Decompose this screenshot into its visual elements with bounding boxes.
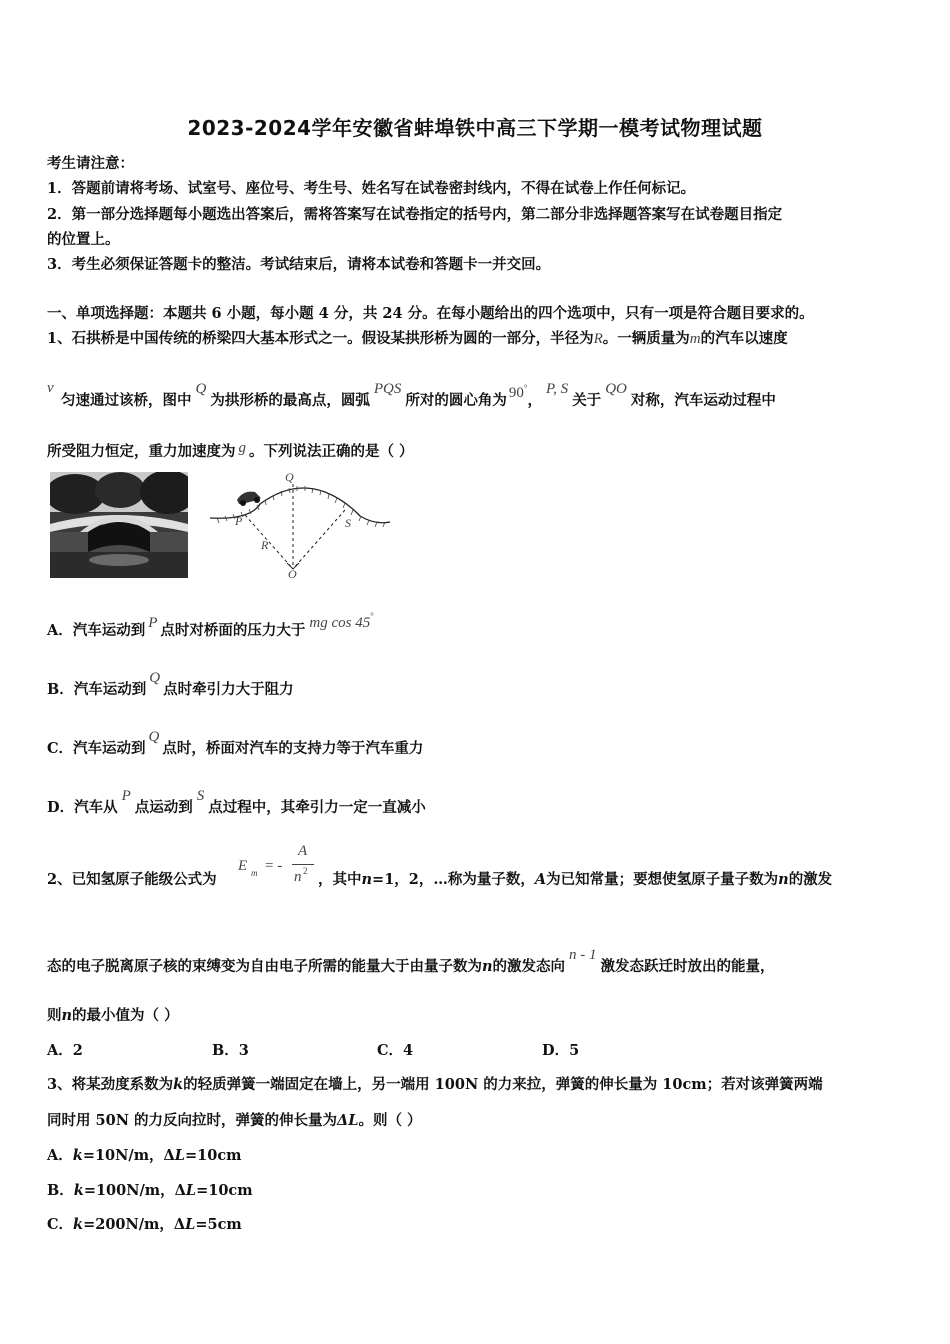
q1-option-d[interactable] bbox=[47, 788, 426, 817]
symbol-S: S bbox=[196, 788, 205, 804]
q1-text: 匀速通过该桥，图中 bbox=[61, 392, 192, 409]
q1-text: 对称，汽车运动过程中 bbox=[630, 392, 776, 409]
degree-sign: ° bbox=[370, 611, 374, 621]
symbol-k: k bbox=[72, 1147, 83, 1164]
option-text: 点时，桥面对汽车的支持力等于汽车重力 bbox=[162, 740, 424, 757]
q2-option-b[interactable]: B．3 bbox=[212, 1042, 249, 1059]
q1-text: 为拱形桥的最高点，圆弧 bbox=[210, 392, 370, 409]
formula-E: E bbox=[238, 858, 248, 874]
symbol-L: L bbox=[174, 1147, 185, 1164]
label-S: S bbox=[345, 516, 351, 530]
symbol-P: P bbox=[148, 615, 158, 631]
expr-n-minus-1: n - 1 bbox=[569, 947, 597, 963]
notice-item-1: 1．答题前请将考场、试室号、座位号、考生号、姓名写在试卷密封线内，不得在试卷上作任何标记。 bbox=[47, 180, 696, 197]
option-text: 点时牵引力大于阻力 bbox=[163, 681, 294, 698]
section-heading: 一、单项选择题：本题共 6 小题，每小题 4 分，共 24 分。在每小题给出的四个选项中，只有一项是符合题目要求的。 bbox=[47, 305, 814, 322]
arch-bridge-diagram bbox=[205, 470, 395, 585]
option-text: C．汽车运动到 bbox=[47, 740, 146, 757]
notice-heading: 考生请注意： bbox=[47, 155, 134, 172]
q3-text: 。则（ ） bbox=[358, 1112, 422, 1129]
label-O: O bbox=[288, 567, 297, 581]
q2-text: 的激发 bbox=[788, 871, 833, 888]
fraction-bar bbox=[292, 864, 314, 865]
q3-line-1 bbox=[47, 1073, 823, 1094]
option-text: =100N/m，Δ bbox=[83, 1182, 186, 1199]
symbol-n: n bbox=[361, 871, 373, 888]
q3-line-2 bbox=[47, 1109, 422, 1130]
symbol-P: P bbox=[121, 788, 131, 804]
option-text: 点过程中，其牵引力一定一直减小 bbox=[208, 799, 426, 816]
symbol-n: n bbox=[61, 1007, 73, 1024]
q2-line-2 bbox=[47, 947, 775, 976]
degree-sign: ° bbox=[523, 383, 528, 393]
q1-option-b[interactable] bbox=[47, 670, 294, 699]
symbol-R: R bbox=[593, 331, 603, 347]
symbol-L: L bbox=[185, 1216, 196, 1233]
q1-line-3 bbox=[47, 440, 414, 461]
q2-text: 态的电子脱离原子核的束缚变为自由电子所需的能量大于由量子数为 bbox=[47, 958, 482, 975]
q1-text: ， bbox=[527, 392, 542, 409]
formula-equals: = - bbox=[265, 858, 283, 874]
option-letter: A． bbox=[47, 1147, 73, 1164]
q1-option-c[interactable] bbox=[47, 729, 424, 758]
q2-option-d[interactable]: D．5 bbox=[542, 1042, 580, 1059]
symbol-PQS: PQS bbox=[373, 381, 402, 397]
symbol-m: m bbox=[689, 331, 701, 347]
q2-text: 则 bbox=[47, 1007, 62, 1024]
option-letter: C． bbox=[47, 1216, 74, 1233]
stone-arch-bridge-photo bbox=[50, 472, 188, 578]
symbol-A: A bbox=[534, 871, 547, 888]
notice-item-3: 3．考生必须保证答题卡的整洁。考试结束后，请将本试卷和答题卡一并交回。 bbox=[47, 256, 551, 273]
option-text: =5cm bbox=[195, 1216, 242, 1233]
formula-subscript: m bbox=[251, 868, 258, 878]
label-Q: Q bbox=[285, 470, 294, 484]
q3-option-a[interactable] bbox=[47, 1144, 242, 1165]
symbol-k: k bbox=[173, 1076, 184, 1093]
expr-mgcos45: mg cos 45 bbox=[309, 615, 371, 631]
option-text: =200N/m，Δ bbox=[83, 1216, 186, 1233]
label-P: P bbox=[235, 514, 243, 528]
q3-option-c[interactable] bbox=[47, 1213, 242, 1234]
q2-line-1-start: 2、已知氢原子能级公式为 bbox=[47, 871, 217, 888]
formula-exponent: 2 bbox=[303, 866, 308, 876]
formula-denominator: n bbox=[294, 869, 302, 885]
page-title: 2023-2024学年安徽省蚌埠铁中高三下学期一模考试物理试题 bbox=[187, 116, 763, 140]
angle-90: 90 bbox=[508, 385, 524, 401]
option-text: A．汽车运动到 bbox=[47, 622, 146, 639]
q2-text: 的最小值为（ ） bbox=[72, 1007, 179, 1024]
notice-item-2-cont: 的位置上。 bbox=[47, 231, 120, 248]
symbol-v: v bbox=[47, 380, 54, 396]
q2-line-3 bbox=[47, 1004, 179, 1025]
symbol-Q: Q bbox=[149, 670, 161, 686]
option-text: =10cm bbox=[196, 1182, 253, 1199]
option-text: =10N/m，Δ bbox=[82, 1147, 175, 1164]
q2-option-c[interactable]: C．4 bbox=[377, 1042, 414, 1059]
option-text: 点运动到 bbox=[134, 799, 193, 816]
symbol-g: g bbox=[238, 440, 246, 456]
symbol-QO: QO bbox=[605, 381, 627, 397]
symbol-k: k bbox=[73, 1216, 84, 1233]
symbol-L: L bbox=[185, 1182, 197, 1199]
q1-text: 。下列说法正确的是（ ） bbox=[249, 443, 414, 460]
symbol-n: n bbox=[482, 958, 493, 975]
q2-line-1-rest bbox=[318, 868, 832, 889]
q3-text: 同时用 50N 的力反向拉时，弹簧的伸长量为 bbox=[47, 1112, 338, 1129]
q2-text: 激发态跃迁时放出的能量， bbox=[600, 958, 775, 975]
symbol-k: k bbox=[73, 1182, 84, 1199]
q1-option-a[interactable] bbox=[47, 611, 374, 640]
q2-text: 的激发态向 bbox=[492, 958, 566, 975]
q1-text: 关于 bbox=[572, 392, 602, 409]
option-text: 点时对桥面的压力大于 bbox=[160, 622, 306, 639]
q2-option-a[interactable]: A．2 bbox=[47, 1042, 83, 1059]
q1-line-2 bbox=[61, 381, 776, 410]
option-text: =10cm bbox=[185, 1147, 242, 1164]
label-R: R bbox=[261, 538, 269, 552]
q1-text: 。一辆质量为 bbox=[602, 330, 690, 347]
symbol-Q: Q bbox=[148, 729, 160, 745]
q1-text: 的汽车以速度 bbox=[700, 330, 788, 347]
q2-text: ，其中 bbox=[318, 871, 362, 888]
option-letter: B． bbox=[47, 1182, 74, 1199]
q2-text: 为已知常量；要想使氢原子量子数为 bbox=[546, 871, 779, 888]
formula-numerator: A bbox=[298, 843, 308, 859]
symbol-delta-L: ΔL bbox=[337, 1112, 359, 1129]
q3-text: 3、将某劲度系数为 bbox=[47, 1076, 174, 1093]
q1-line-1 bbox=[47, 327, 788, 348]
option-text: D．汽车从 bbox=[47, 799, 118, 816]
option-text: B．汽车运动到 bbox=[47, 681, 147, 698]
q1-text: 所受阻力恒定，重力加速度为 bbox=[47, 443, 236, 460]
q1-text: 1、石拱桥是中国传统的桥梁四大基本形式之一。假设某拱形桥为圆的一部分，半径为 bbox=[47, 330, 594, 347]
notice-item-2: 2．第一部分选择题每小题选出答案后，需将答案写在试卷指定的括号内，第二部分非选择题答案写在试卷题目指定 bbox=[47, 206, 783, 223]
q3-text: 的轻质弹簧一端固定在墙上，另一端用 100N 的力来拉，弹簧的伸长量为 10cm；若对该弹簧两端 bbox=[183, 1076, 823, 1093]
q2-text: =1，2，…称为量子数， bbox=[372, 871, 535, 888]
symbol-n: n bbox=[778, 871, 789, 888]
symbol-Q: Q bbox=[195, 381, 207, 397]
q3-option-b[interactable] bbox=[47, 1179, 253, 1200]
q1-text: 所对的圆心角为 bbox=[405, 392, 507, 409]
symbol-PS: P, S bbox=[545, 381, 569, 397]
